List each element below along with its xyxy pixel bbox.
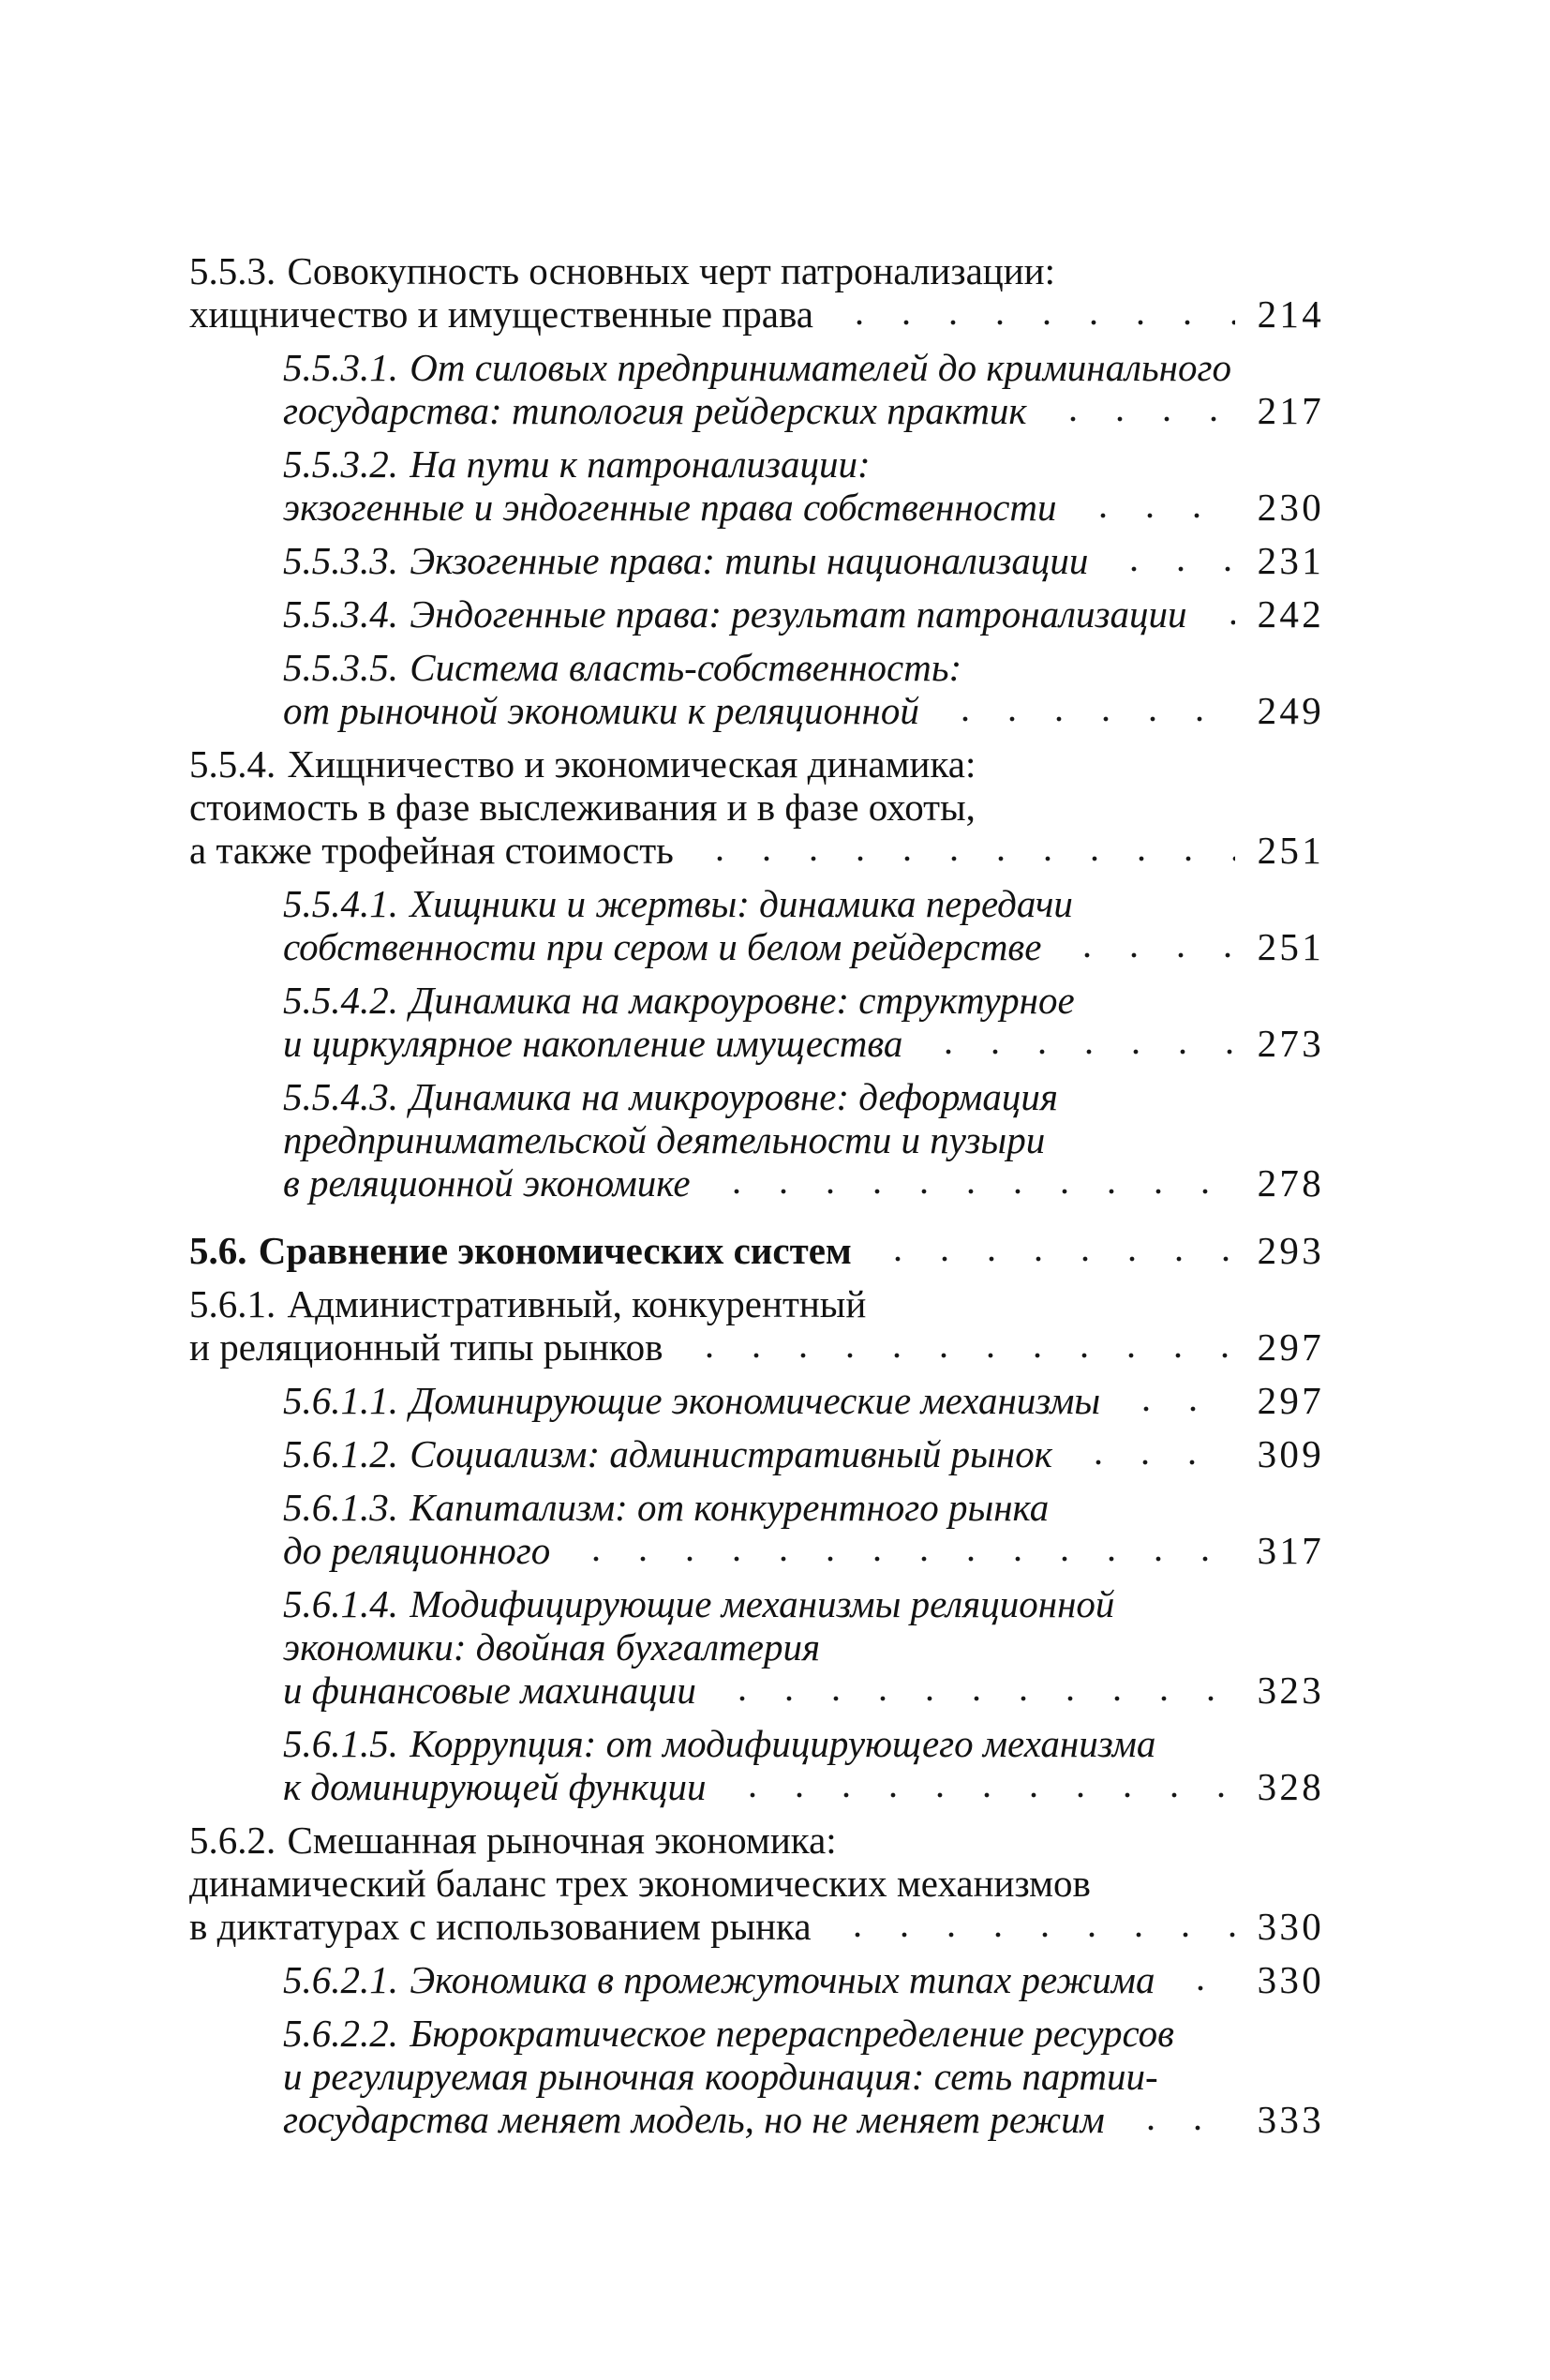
entry-title-line: Коррупция: от модифицирующего механизма <box>410 1722 1156 1765</box>
entry-title-line: Хищники и жертвы: динамика передачи <box>410 882 1073 925</box>
entry-number: 5.6.1. <box>189 1282 276 1325</box>
entry-number: 5.5.4.3. <box>283 1075 398 1118</box>
entry-number: 5.5.4.1. <box>283 882 398 925</box>
dot-leader <box>940 689 1235 732</box>
toc-entry <box>189 442 1324 529</box>
page-number: 242 <box>1257 592 1324 636</box>
entry-title-line: до реляционного <box>283 1529 551 1572</box>
entry-line <box>189 249 1324 292</box>
page-number: 333 <box>1257 2098 1324 2141</box>
toc-entry <box>189 1722 1324 1808</box>
toc-entry <box>189 646 1324 732</box>
entry-title-line: Экономика в промежуточных типах режима <box>410 1958 1155 2001</box>
entry-title-line: Экзогенные права: типы национализации <box>410 539 1089 582</box>
entry-title-line: собственности при сером и белом рейдерстве <box>283 925 1042 968</box>
entry-line <box>283 2055 1324 2098</box>
entry-title-line: Социализм: административный рынок <box>410 1432 1052 1475</box>
page-number: 249 <box>1257 689 1324 732</box>
entry-title-line: хищничество и имущественные права <box>189 292 814 336</box>
toc-entry <box>189 1958 1324 2001</box>
entry-title-line: Бюрократическое перераспределение ресурсов <box>410 2012 1174 2055</box>
entry-number: 5.6.1.3. <box>283 1486 398 1529</box>
entry-title-line: Эндогенные права: результат патронализации <box>410 592 1187 636</box>
entry-number: 5.5.3.3. <box>283 539 398 582</box>
entry-title-line: и регулируемая рыночная координация: сеть партии- <box>283 2055 1158 2098</box>
dot-leader <box>1073 1432 1235 1475</box>
entry-title-line: Совокупность основных черт патронализации: <box>287 249 1055 292</box>
dot-leader <box>1175 1958 1234 2001</box>
dot-leader <box>717 1669 1235 1712</box>
dot-leader <box>1125 2098 1235 2141</box>
dot-leader <box>872 1229 1235 1272</box>
toc-entry <box>189 592 1324 636</box>
page-number: 323 <box>1257 1669 1324 1712</box>
entry-line <box>189 786 1324 829</box>
entry-number: 5.5.3.2. <box>283 442 398 486</box>
toc-entry <box>189 1379 1324 1422</box>
entry-title-line: Административный, конкурентный <box>287 1282 867 1325</box>
entry-title-line: в диктатурах с использованием рынка <box>189 1905 812 1948</box>
toc-entry <box>189 742 1324 872</box>
entry-number: 5.5.3.5. <box>283 646 398 689</box>
page-number: 217 <box>1257 389 1324 432</box>
entry-title-line: От силовых предпринимателей до криминального <box>410 346 1231 389</box>
entry-title-line: к доминирующей функции <box>283 1765 707 1808</box>
entry-line <box>283 539 1324 582</box>
entry-title-line: стоимость в фазе выслеживания и в фазе охоты, <box>189 786 976 829</box>
page-number: 231 <box>1257 539 1324 582</box>
entry-line <box>283 1161 1324 1205</box>
entry-line <box>283 1582 1324 1625</box>
entry-line <box>283 1075 1324 1118</box>
entry-line <box>189 1905 1324 1948</box>
toc-entry <box>189 1582 1324 1712</box>
dot-leader <box>832 1905 1235 1948</box>
page-number: 251 <box>1257 829 1324 872</box>
page-number: 297 <box>1257 1379 1324 1422</box>
entry-number: 5.5.3.1. <box>283 346 398 389</box>
page-number: 251 <box>1257 925 1324 968</box>
entry-number: 5.6.1.1. <box>283 1379 398 1422</box>
entry-number: 5.6. <box>189 1229 247 1272</box>
entry-title-line: и реляционный типы рынков <box>189 1325 663 1369</box>
entry-line <box>283 1722 1324 1765</box>
entry-number: 5.6.2.1. <box>283 1958 398 2001</box>
entry-number: 5.5.4. <box>189 742 276 786</box>
entry-line <box>283 486 1324 529</box>
toc-list <box>189 249 1324 2141</box>
page-number: 214 <box>1257 292 1324 336</box>
entry-line <box>283 442 1324 486</box>
entry-title-line: и циркулярное накопление имущества <box>283 1022 903 1065</box>
entry-title-line: от рыночной экономики к реляционной <box>283 689 919 732</box>
entry-title-line: Смешанная рыночная экономика: <box>287 1819 837 1862</box>
entry-number: 5.6.1.2. <box>283 1432 398 1475</box>
page-number: 297 <box>1257 1325 1324 1369</box>
entry-title-line: государства: типология рейдерских практик <box>283 389 1027 432</box>
entry-title-line: Модифицирующие механизмы реляционной <box>410 1582 1115 1625</box>
entry-line <box>283 1625 1324 1669</box>
entry-line <box>283 1958 1324 2001</box>
entry-line <box>283 979 1324 1022</box>
entry-line <box>283 1022 1324 1065</box>
entry-title-line: Капитализм: от конкурентного рынка <box>410 1486 1050 1529</box>
entry-number: 5.5.3. <box>189 249 276 292</box>
entry-line <box>283 346 1324 389</box>
dot-leader <box>711 1161 1235 1205</box>
entry-title-line: а также трофейная стоимость <box>189 829 674 872</box>
toc-entry <box>189 979 1324 1065</box>
toc-entry <box>189 2012 1324 2141</box>
toc-entry <box>189 1486 1324 1572</box>
entry-number: 5.5.4.2. <box>283 979 398 1022</box>
page-number: 330 <box>1257 1905 1324 1948</box>
page-number: 278 <box>1257 1161 1324 1205</box>
entry-number: 5.6.1.5. <box>283 1722 398 1765</box>
entry-title-line: и финансовые махинации <box>283 1669 696 1712</box>
dot-leader <box>834 292 1235 336</box>
toc-entry <box>189 249 1324 336</box>
entry-line <box>189 742 1324 786</box>
page-number: 317 <box>1257 1529 1324 1572</box>
toc-entry <box>189 1229 1324 1272</box>
toc-entry <box>189 539 1324 582</box>
entry-line <box>283 1669 1324 1712</box>
toc-entry <box>189 1075 1324 1205</box>
entry-line <box>283 1118 1324 1161</box>
entry-title-line: Динамика на микроуровне: деформация <box>410 1075 1058 1118</box>
entry-title-line: На пути к патронализации: <box>410 442 871 486</box>
entry-title-line: Доминирующие экономические механизмы <box>410 1379 1101 1422</box>
entry-title-line: Хищничество и экономическая динамика: <box>287 742 976 786</box>
dot-leader <box>1062 925 1234 968</box>
entry-line <box>283 2098 1324 2141</box>
toc-entry <box>189 1432 1324 1475</box>
entry-line <box>189 292 1324 336</box>
page-number: 328 <box>1257 1765 1324 1808</box>
dot-leader <box>727 1765 1235 1808</box>
entry-line <box>189 1282 1324 1325</box>
toc-entry <box>189 346 1324 432</box>
dot-leader <box>1121 1379 1234 1422</box>
entry-title-line: экономики: двойная бухгалтерия <box>283 1625 821 1669</box>
page-number: 309 <box>1257 1432 1324 1475</box>
entry-line <box>283 1765 1324 1808</box>
entry-line <box>283 389 1324 432</box>
entry-line <box>283 689 1324 732</box>
entry-line <box>189 829 1324 872</box>
entry-line <box>283 1529 1324 1572</box>
entry-title-line: экзогенные и эндогенные права собственности <box>283 486 1057 529</box>
entry-line <box>283 1486 1324 1529</box>
entry-title-line: государства меняет модель, но не меняет режим <box>283 2098 1105 2141</box>
toc-entry <box>189 1819 1324 1948</box>
entry-line <box>283 882 1324 925</box>
dot-leader <box>1048 389 1235 432</box>
entry-line <box>189 1325 1324 1369</box>
entry-line <box>283 1432 1324 1475</box>
entry-line <box>283 1379 1324 1422</box>
entry-number: 5.5.3.4. <box>283 592 398 636</box>
toc-entry <box>189 1282 1324 1369</box>
page-number: 273 <box>1257 1022 1324 1065</box>
entry-line <box>189 1862 1324 1905</box>
entry-title-line: Система власть-собственность: <box>410 646 962 689</box>
page-number: 330 <box>1257 1958 1324 2001</box>
entry-title-line: предпринимательской деятельности и пузыри <box>283 1118 1046 1161</box>
dot-leader <box>923 1022 1234 1065</box>
page-number: 230 <box>1257 486 1324 529</box>
entry-line <box>283 592 1324 636</box>
entry-line <box>283 2012 1324 2055</box>
entry-title-line: динамический баланс трех экономических механизмов <box>189 1862 1091 1905</box>
entry-line <box>189 1819 1324 1862</box>
dot-leader <box>1208 592 1235 636</box>
entry-line <box>189 1229 1324 1272</box>
dot-leader <box>684 1325 1235 1369</box>
entry-title-line: Сравнение экономических систем <box>258 1229 852 1272</box>
entry-number: 5.6.1.4. <box>283 1582 398 1625</box>
dot-leader <box>1078 486 1235 529</box>
dot-leader <box>1109 539 1234 582</box>
entry-title-line: Динамика на макроуровне: структурное <box>410 979 1075 1022</box>
page-number: 293 <box>1257 1229 1324 1272</box>
dot-leader <box>694 829 1235 872</box>
toc-entry <box>189 882 1324 968</box>
entry-title-line: в реляционной экономике <box>283 1161 691 1205</box>
entry-number: 5.6.2.2. <box>283 2012 398 2055</box>
dot-leader <box>571 1529 1234 1572</box>
entry-line <box>283 646 1324 689</box>
entry-number: 5.6.2. <box>189 1819 276 1862</box>
entry-line <box>283 925 1324 968</box>
